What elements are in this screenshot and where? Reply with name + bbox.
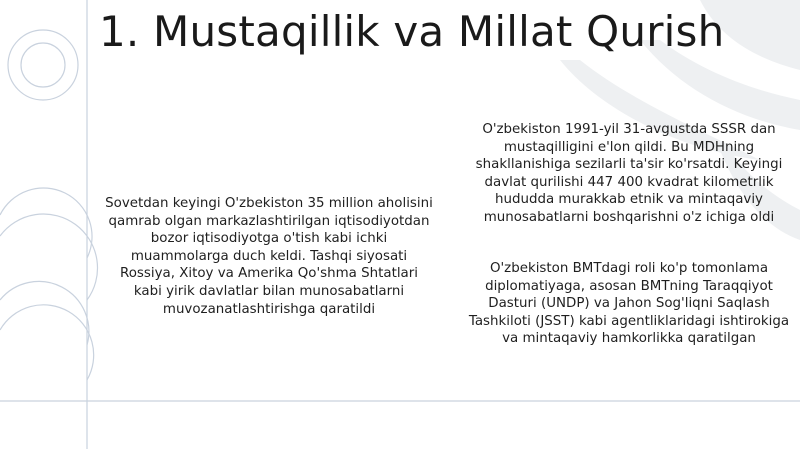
deco-arc-lower [0, 281, 89, 345]
deco-arc-bottom [0, 305, 94, 380]
left-paragraph: Sovetdan keyingi O'zbekiston 35 million aholisini qamrab olgan markazlashtirilgan iqtisodiyotdan bozor iqtisodiyotga o'tish kabi ichki muammolarga duch keldi. Tashqi siyosati Rossiya, Xitoy va Amerika Qo'shma Shtatlari kabi yirik davlatlar bilan munosabatlarni muvozanatlashtirishga qaratildi [105, 196, 433, 317]
right-paragraph-bottom: O'zbekiston BMTdagi roli ko'p tomonlama diplomatiyaga, asosan BMTning Taraqqiyot Dasturi (UNDP) va Jahon Sog'liqni Saqlash Tashkiloti (JSST) kabi agentliklaridagi ishtirokiga va mintaqaviy hamkorlikka qaratilgan [468, 261, 790, 347]
deco-circle-large [8, 30, 78, 100]
deco-circle-small [21, 43, 65, 87]
slide-title: 1. Mustaqillik va Millat Qurish [99, 7, 725, 56]
right-paragraph-top: O'zbekiston 1991-yil 31-avgustda SSSR dan mustaqilligini e'lon qildi. Bu MDHning shakllanishiga sezilarli ta'sir ko'rsatdi. Keyingi davlat qurilishi 447 400 kvadrat kilometrlik hududda murakkab etnik va mintaqaviy munosabatlarni boshqarishni o'z ichiga oldi [475, 122, 783, 225]
